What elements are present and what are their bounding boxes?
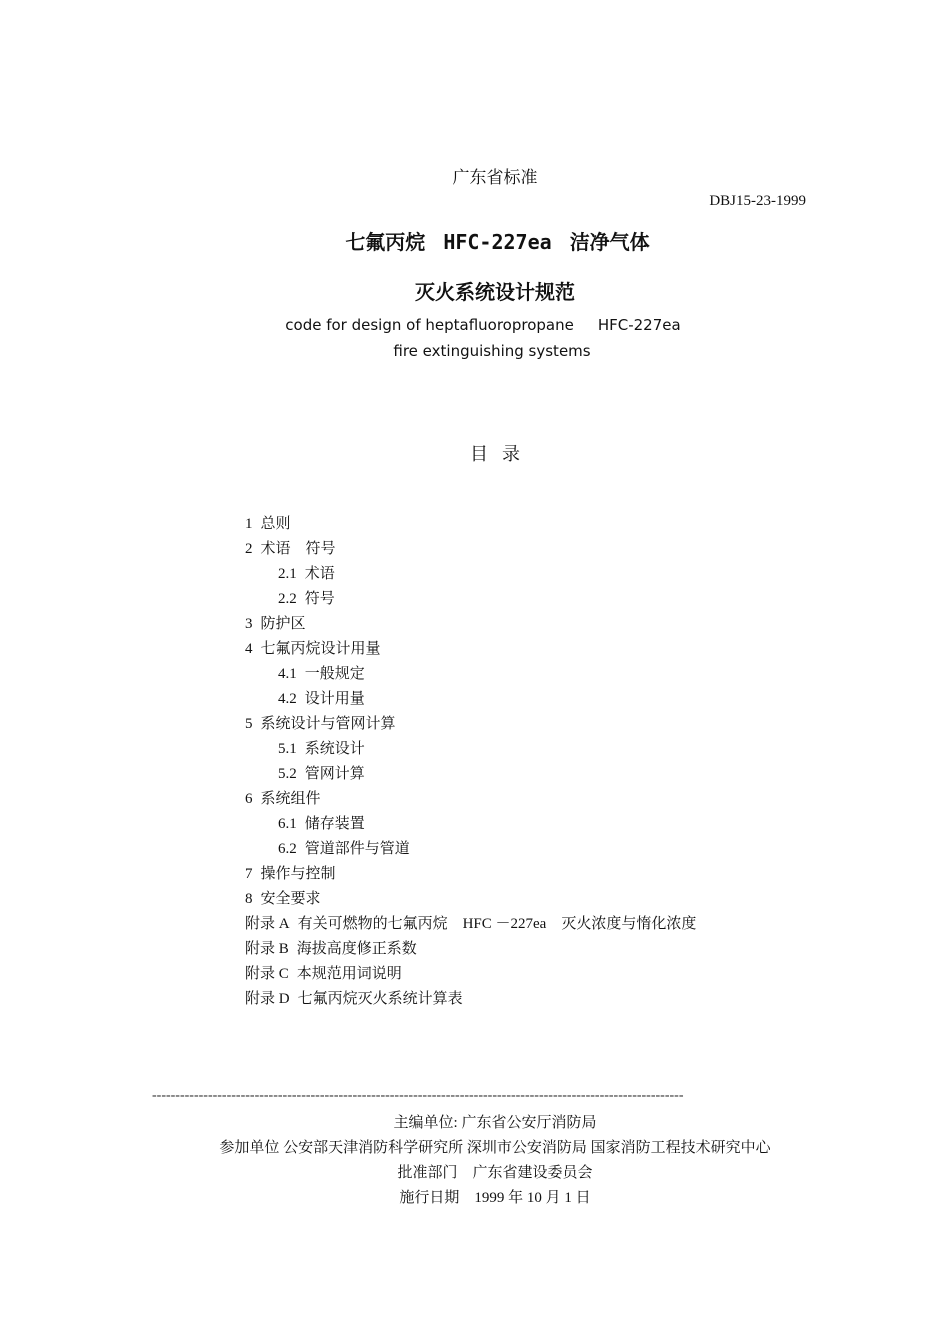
toc-item-number: 附录 A — [245, 916, 290, 932]
toc-item — [245, 562, 696, 587]
toc-item-number: 6.2 — [278, 841, 297, 857]
standard-code: DBJ15-23-1999 — [709, 193, 806, 209]
toc-item — [245, 637, 696, 662]
toc-item-number: 5.1 — [278, 741, 297, 757]
chief-editor-unit: 主编单位: 广东省公安厅消防局 — [393, 1115, 597, 1131]
title-line-2: 灭火系统设计规范 — [415, 280, 575, 304]
toc-item — [245, 687, 696, 712]
title-line-1 — [0, 226, 950, 255]
toc-item-label: 安全要求 — [260, 891, 321, 907]
toc-item-label: 一般规定 — [304, 666, 365, 682]
toc-item-label: 总则 — [260, 516, 291, 532]
toc-item — [245, 662, 696, 687]
toc-item — [245, 962, 696, 987]
toc-item — [245, 537, 696, 562]
toc-item — [245, 887, 696, 912]
toc-item — [245, 512, 696, 537]
toc-item-number: 附录 D — [245, 991, 290, 1007]
toc-item-number: 7 — [245, 866, 253, 882]
toc-item-label: 系统设计与管网计算 — [260, 716, 396, 732]
english-title-line-2: fire extinguishing systems — [393, 342, 591, 360]
toc-item-label: 操作与控制 — [260, 866, 336, 882]
toc-item — [245, 787, 696, 812]
title-cn-part1: 七氟丙烷 — [345, 230, 426, 254]
toc-item — [245, 837, 696, 862]
toc-item-label: 术语 — [304, 566, 335, 582]
english-title-part2: HFC-227ea — [597, 316, 681, 334]
toc-item-label: 系统组件 — [260, 791, 321, 807]
toc-item-label: 系统设计 — [304, 741, 365, 757]
toc-item-label: 七氟丙烷设计用量 — [260, 641, 381, 657]
effective-date: 施行日期 1999 年 10 月 1 日 — [399, 1190, 591, 1206]
toc-item-number: 2.2 — [278, 591, 297, 607]
toc-item — [245, 937, 696, 962]
toc-item-number: 5 — [245, 716, 253, 732]
toc-item-label: 有关可燃物的七氟丙烷 HFC －227ea 灭火浓度与惰化浓度 — [297, 916, 697, 932]
title-cn-part3: 洁净气体 — [569, 230, 650, 254]
toc-item-number: 附录 C — [245, 966, 289, 982]
toc-item-number: 2 — [245, 541, 253, 557]
toc-item-label: 符号 — [304, 591, 335, 607]
approving-department: 批准部门 广东省建设委员会 — [397, 1165, 593, 1181]
toc-item-number: 附录 B — [245, 941, 289, 957]
toc-item — [245, 712, 696, 737]
toc-item-label: 本规范用词说明 — [296, 966, 402, 982]
toc-item-label: 术语 符号 — [260, 541, 336, 557]
toc-heading: 目录 — [470, 444, 534, 465]
english-title-line-1 — [0, 316, 950, 335]
toc-item — [245, 862, 696, 887]
toc-item — [245, 587, 696, 612]
toc-item-number: 6 — [245, 791, 253, 807]
toc-item — [245, 737, 696, 762]
standard-name: 广东省标准 — [452, 168, 538, 188]
toc-item-label: 管网计算 — [304, 766, 365, 782]
toc-item-number: 6.1 — [278, 816, 297, 832]
toc-item-label: 七氟丙烷灭火系统计算表 — [297, 991, 463, 1007]
toc-item-label: 防护区 — [260, 616, 306, 632]
english-title-part1: code for design of heptafluoropropane — [285, 316, 574, 334]
toc-item — [245, 987, 696, 1012]
toc-item-number: 4.1 — [278, 666, 297, 682]
title-cn-part2: HFC-227ea — [443, 230, 552, 254]
toc-item-number: 8 — [245, 891, 253, 907]
participating-units: 参加单位 公安部天津消防科学研究所 深圳市公安消防局 国家消防工程技术研究中心 — [219, 1140, 771, 1156]
toc-item-number: 2.1 — [278, 566, 297, 582]
toc-item-label: 管道部件与管道 — [304, 841, 410, 857]
toc-item — [245, 762, 696, 787]
toc-item-label: 储存装置 — [304, 816, 365, 832]
toc-item-number: 3 — [245, 616, 253, 632]
toc-item — [245, 912, 696, 937]
toc-item — [245, 812, 696, 837]
toc-item-number: 4.2 — [278, 691, 297, 707]
toc-item-label: 设计用量 — [304, 691, 365, 707]
toc-item-number: 1 — [245, 516, 253, 532]
table-of-contents — [245, 512, 696, 1012]
toc-item-label: 海拔高度修正系数 — [296, 941, 417, 957]
toc-item-number: 5.2 — [278, 766, 297, 782]
footer-divider: ------------------------------------------------------------------------------------------------------------------ — [152, 1088, 684, 1103]
toc-item — [245, 612, 696, 637]
toc-item-number: 4 — [245, 641, 253, 657]
